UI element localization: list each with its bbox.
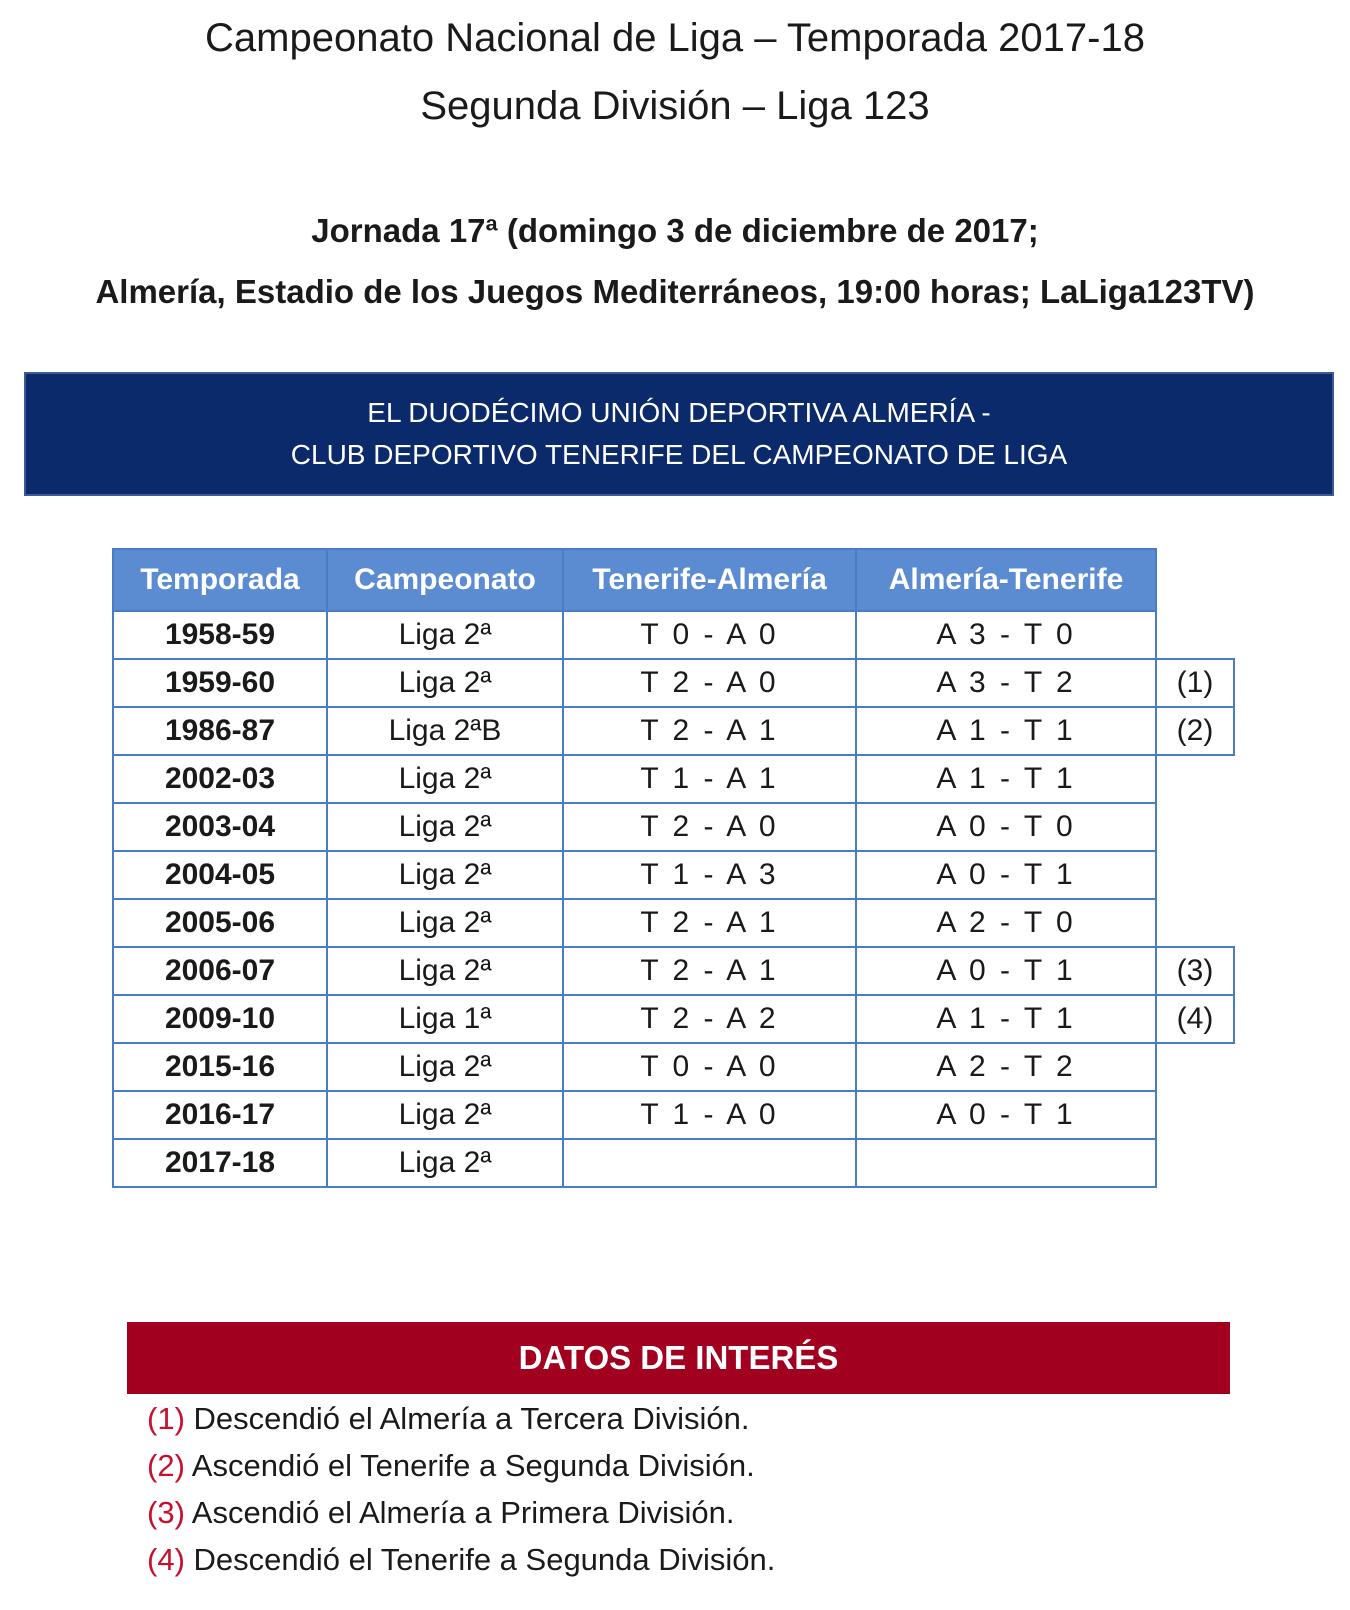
competition-cell: Liga 2ª <box>327 803 563 851</box>
history-banner <box>26 374 1332 494</box>
interest-note <box>147 1442 775 1489</box>
note-ref-mark: (3) <box>147 1495 185 1530</box>
column-header-note-spacer <box>1156 549 1234 611</box>
tenerife-almeria-score-cell: T 1 - A 3 <box>563 851 856 899</box>
interest-notes-list <box>147 1395 775 1583</box>
season-cell: 2009-10 <box>113 995 327 1043</box>
almeria-tenerife-score-cell: A 3 - T 0 <box>856 611 1156 659</box>
tenerife-almeria-score-cell: T 2 - A 2 <box>563 995 856 1043</box>
note-ref-mark: (4) <box>147 1542 185 1577</box>
note-ref-cell: (2) <box>1156 707 1234 755</box>
season-cell: 2015-16 <box>113 1043 327 1091</box>
table-row <box>113 851 1234 899</box>
table-row <box>113 1043 1234 1091</box>
competition-cell: Liga 2ª <box>327 851 563 899</box>
season-cell: 2002-03 <box>113 755 327 803</box>
almeria-tenerife-score-cell: A 1 - T 1 <box>856 707 1156 755</box>
table-row <box>113 755 1234 803</box>
column-header-season: Temporada <box>113 549 327 611</box>
column-header-competition: Campeonato <box>327 549 563 611</box>
table-row <box>113 611 1234 659</box>
tenerife-almeria-score-cell: T 2 - A 0 <box>563 803 856 851</box>
almeria-tenerife-score-cell: A 0 - T 1 <box>856 947 1156 995</box>
almeria-tenerife-score-cell: A 1 - T 1 <box>856 755 1156 803</box>
competition-cell: Liga 2ª <box>327 1091 563 1139</box>
table-row <box>113 659 1234 707</box>
tenerife-almeria-score-cell: T 2 - A 0 <box>563 659 856 707</box>
tenerife-almeria-score-cell: T 2 - A 1 <box>563 899 856 947</box>
table-row <box>113 803 1234 851</box>
season-cell: 2005-06 <box>113 899 327 947</box>
season-cell: 1958-59 <box>113 611 327 659</box>
table-row <box>113 899 1234 947</box>
interest-banner: DATOS DE INTERÉS <box>127 1322 1230 1394</box>
note-ref-mark: (2) <box>147 1448 185 1483</box>
almeria-tenerife-score-cell: A 0 - T 1 <box>856 1091 1156 1139</box>
competition-cell: Liga 2ª <box>327 755 563 803</box>
interest-note <box>147 1536 775 1583</box>
almeria-tenerife-score-cell: A 0 - T 1 <box>856 851 1156 899</box>
tenerife-almeria-score-cell: T 1 - A 0 <box>563 1091 856 1139</box>
results-table <box>112 548 1235 1188</box>
note-ref-cell <box>1156 1091 1234 1139</box>
interest-note <box>147 1395 775 1442</box>
table-row <box>113 947 1234 995</box>
history-banner-line2: CLUB DEPORTIVO TENERIFE DEL CAMPEONATO DE LIGA <box>290 439 1068 470</box>
almeria-tenerife-score-cell: A 2 - T 0 <box>856 899 1156 947</box>
tenerife-almeria-score-cell: T 0 - A 0 <box>563 1043 856 1091</box>
table-header-row <box>113 549 1234 611</box>
results-table-body <box>113 611 1234 1187</box>
note-ref-cell <box>1156 755 1234 803</box>
season-cell: 1959-60 <box>113 659 327 707</box>
competition-cell: Liga 2ªB <box>327 707 563 755</box>
history-banner-line1: EL DUODÉCIMO UNIÓN DEPORTIVA ALMERÍA - <box>367 397 991 428</box>
column-header-tenerife-almeria: Tenerife-Almería <box>563 549 856 611</box>
competition-cell: Liga 2ª <box>327 1139 563 1187</box>
season-cell: 2006-07 <box>113 947 327 995</box>
matchday-info-line2: Almería, Estadio de los Juegos Mediterráneos, 19:00 horas; LaLiga123TV) <box>95 273 1255 310</box>
almeria-tenerife-score-cell: A 1 - T 1 <box>856 995 1156 1043</box>
note-text: Descendió el Almería a Tercera División. <box>184 1401 750 1436</box>
tenerife-almeria-score-cell: T 1 - A 1 <box>563 755 856 803</box>
table-row <box>113 707 1234 755</box>
tenerife-almeria-score-cell: T 2 - A 1 <box>563 947 856 995</box>
almeria-tenerife-score-cell: A 2 - T 2 <box>856 1043 1156 1091</box>
note-ref-cell <box>1156 1139 1234 1187</box>
tenerife-almeria-score-cell: T 0 - A 0 <box>563 611 856 659</box>
competition-cell: Liga 2ª <box>327 1043 563 1091</box>
page-subtitle: Segunda División – Liga 123 <box>420 84 930 128</box>
note-ref-cell <box>1156 851 1234 899</box>
season-cell: 2004-05 <box>113 851 327 899</box>
note-ref-cell: (4) <box>1156 995 1234 1043</box>
competition-cell: Liga 2ª <box>327 947 563 995</box>
table-row <box>113 1091 1234 1139</box>
season-cell: 1986-87 <box>113 707 327 755</box>
note-ref-cell <box>1156 611 1234 659</box>
note-ref-mark: (1) <box>147 1401 185 1436</box>
note-ref-cell <box>1156 899 1234 947</box>
competition-cell: Liga 1ª <box>327 995 563 1043</box>
table-row <box>113 995 1234 1043</box>
note-text: Ascendió el Almería a Primera División. <box>184 1495 735 1530</box>
competition-cell: Liga 2ª <box>327 659 563 707</box>
note-ref-cell: (3) <box>1156 947 1234 995</box>
competition-cell: Liga 2ª <box>327 611 563 659</box>
note-text: Ascendió el Tenerife a Segunda División. <box>184 1448 755 1483</box>
almeria-tenerife-score-cell <box>856 1139 1156 1187</box>
almeria-tenerife-score-cell: A 0 - T 0 <box>856 803 1156 851</box>
season-cell: 2003-04 <box>113 803 327 851</box>
season-cell: 2017-18 <box>113 1139 327 1187</box>
tenerife-almeria-score-cell <box>563 1139 856 1187</box>
season-cell: 2016-17 <box>113 1091 327 1139</box>
note-ref-cell <box>1156 803 1234 851</box>
competition-cell: Liga 2ª <box>327 899 563 947</box>
note-text: Descendió el Tenerife a Segunda División. <box>184 1542 776 1577</box>
column-header-almeria-tenerife: Almería-Tenerife <box>856 549 1156 611</box>
interest-note <box>147 1489 775 1536</box>
almeria-tenerife-score-cell: A 3 - T 2 <box>856 659 1156 707</box>
table-row <box>113 1139 1234 1187</box>
tenerife-almeria-score-cell: T 2 - A 1 <box>563 707 856 755</box>
page-title: Campeonato Nacional de Liga – Temporada 2017-18 <box>205 16 1145 60</box>
note-ref-cell <box>1156 1043 1234 1091</box>
matchday-info-line1: Jornada 17ª (domingo 3 de diciembre de 2017; <box>311 212 1039 249</box>
note-ref-cell: (1) <box>1156 659 1234 707</box>
